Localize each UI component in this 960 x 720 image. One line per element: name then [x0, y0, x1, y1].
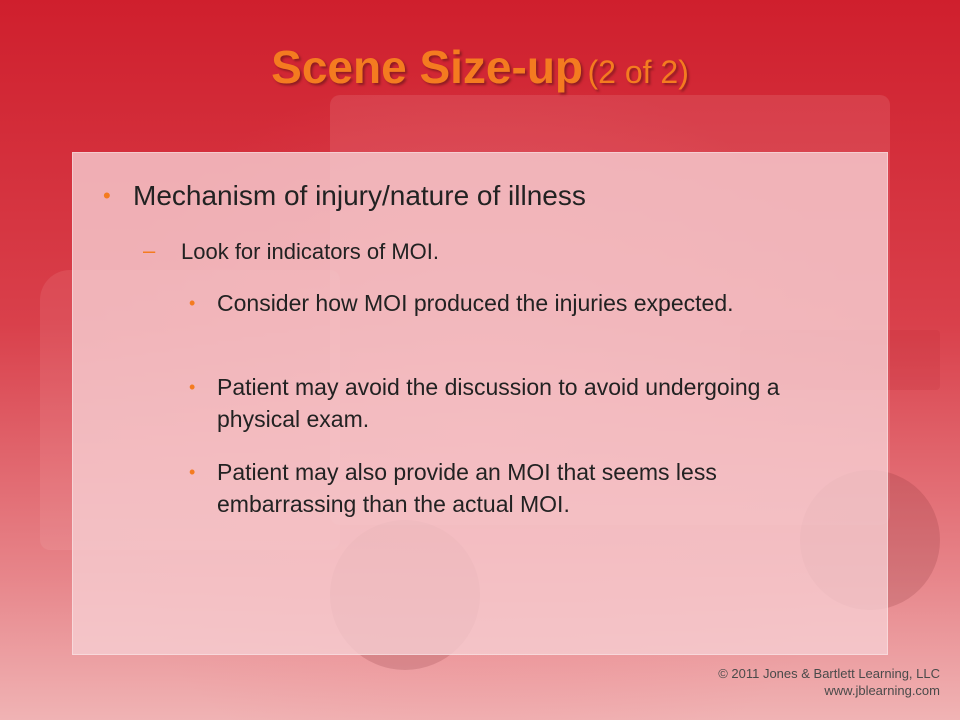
bullet-level3-text: Consider how MOI produced the injuries expected. [217, 290, 734, 316]
bullet-level2-text: Look for indicators of MOI. [181, 239, 439, 264]
dash-marker: – [143, 238, 156, 263]
bullet-marker: • [189, 377, 196, 397]
footer-credits [718, 665, 940, 699]
copyright-text: © 2011 Jones & Bartlett Learning, LLC [718, 666, 940, 681]
slide-title-main: Scene Size-up [271, 41, 584, 93]
slide-title [0, 40, 960, 94]
bullet-level1-text: Mechanism of injury/nature of illness [133, 180, 586, 211]
bullet-marker: • [103, 183, 111, 208]
bullet-marker: • [189, 462, 196, 482]
bullet-level3-text: Patient may also provide an MOI that seems less embarrassing than the actual MOI. [217, 459, 717, 517]
slide-title-suffix: (2 of 2) [587, 54, 689, 90]
bullet-marker: • [189, 293, 196, 313]
content-panel [72, 152, 888, 655]
website-text: www.jblearning.com [824, 683, 940, 698]
bullet-level3-text: Patient may avoid the discussion to avoid undergoing a physical exam. [217, 374, 780, 432]
